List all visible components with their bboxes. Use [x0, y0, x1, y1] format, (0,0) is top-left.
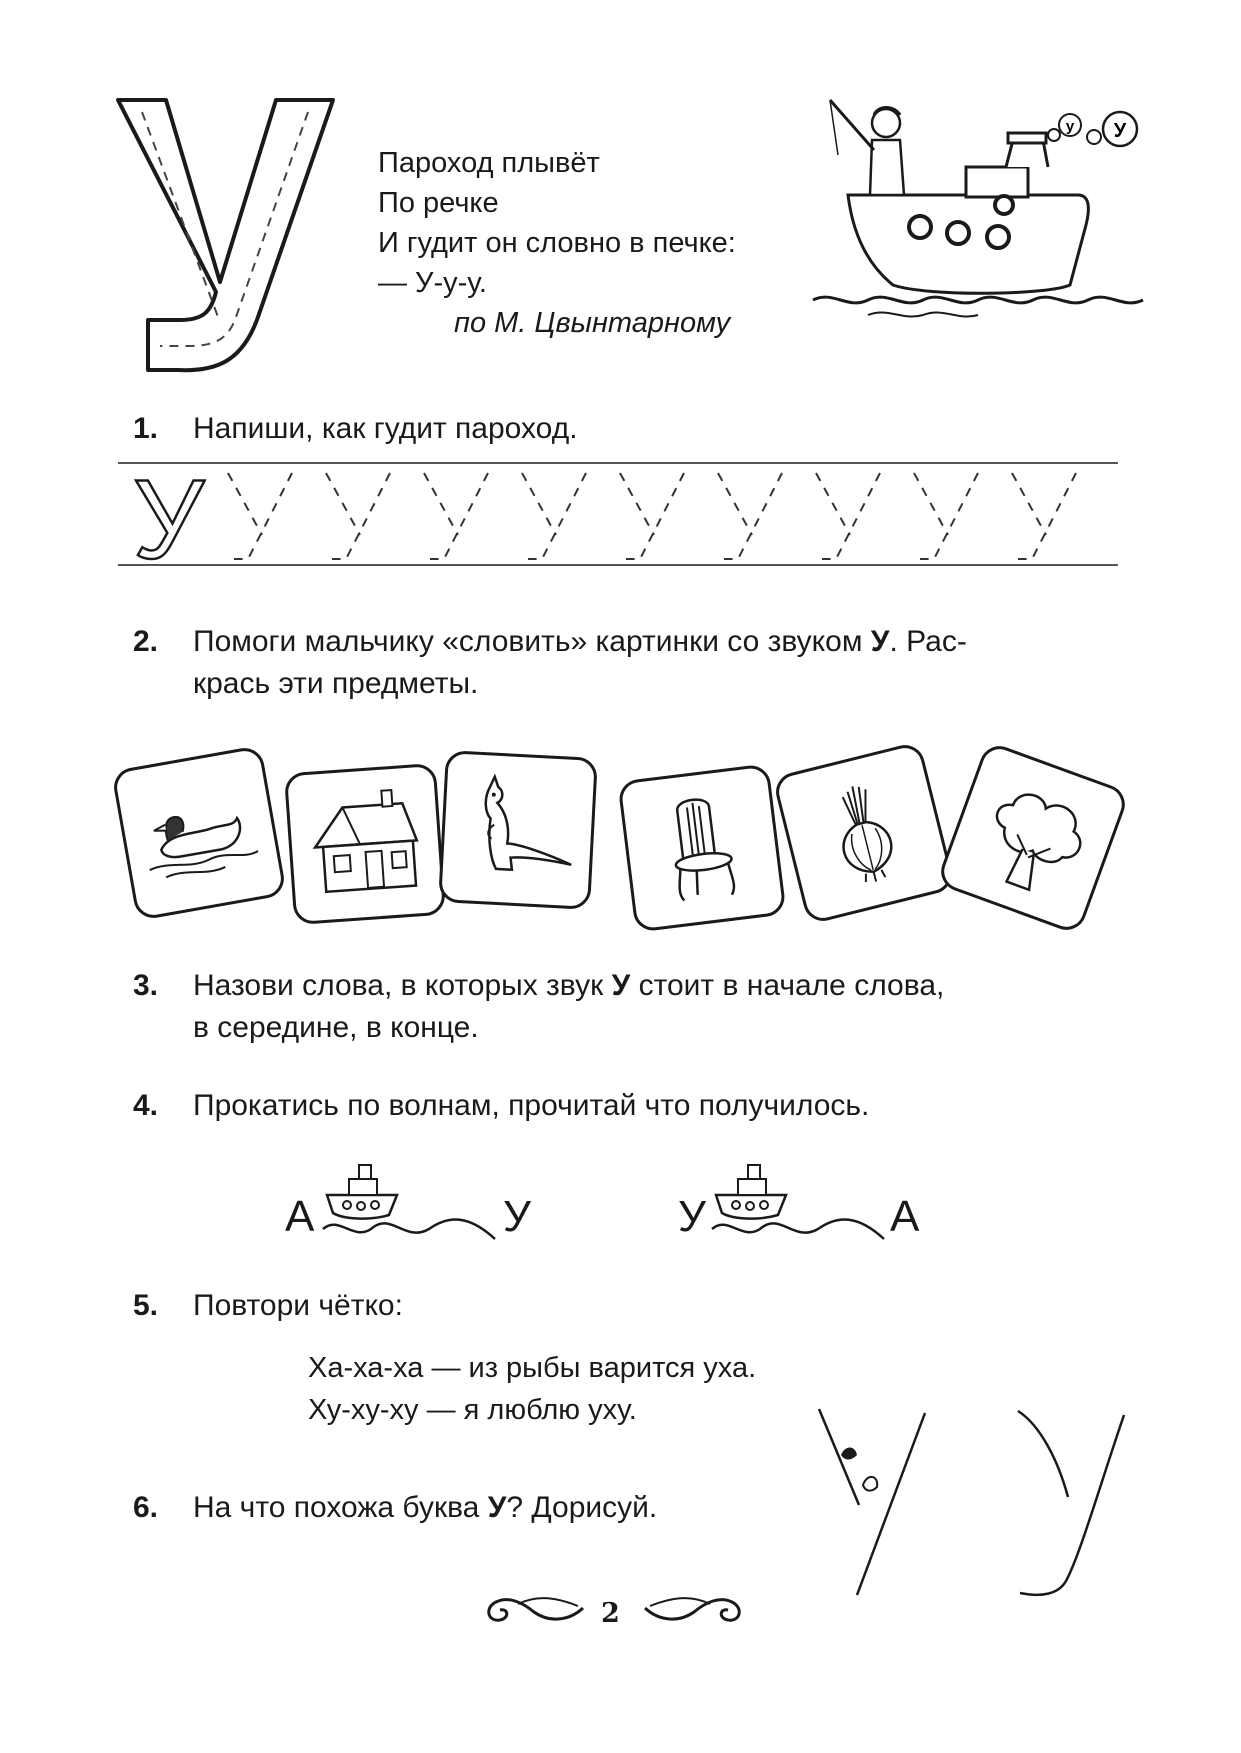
- tongue-twister-line: Ха-ха-ха — из рыбы варится уха.: [308, 1352, 757, 1384]
- task-text-line2: в середине, в конце.: [193, 1011, 479, 1044]
- task-text-end: . Рас-: [889, 625, 967, 658]
- dashed-letter-u[interactable]: [1012, 473, 1076, 559]
- task-bold-letter: У: [870, 625, 890, 658]
- card-onion[interactable]: [772, 741, 956, 925]
- task-text: Помоги мальчику «словить» картинки со звуком: [193, 625, 871, 658]
- wave-start-letter: У: [678, 1192, 706, 1241]
- dashed-letter-u[interactable]: [718, 473, 782, 559]
- wave-end-letter: У: [503, 1192, 531, 1241]
- poem-author: по М. Цвынтарному: [454, 307, 731, 339]
- letter-sketch-curve[interactable]: [1010, 1405, 1135, 1600]
- steamboat-illustration: [808, 95, 1148, 320]
- wave-reading-2: [678, 1155, 948, 1245]
- task-number: 4.: [133, 1089, 159, 1122]
- task-text-end: стоит в начале слова,: [630, 969, 945, 1002]
- footer-ornament-left: [478, 1588, 588, 1628]
- dashed-letters: [228, 473, 1076, 559]
- wave-end-letter: А: [890, 1192, 920, 1241]
- task-number: 5.: [133, 1289, 159, 1322]
- task-1: [133, 408, 578, 450]
- task-number: 6.: [133, 1491, 159, 1524]
- poem-line: И гудит он словно в печке:: [378, 227, 736, 259]
- dashed-letter-u[interactable]: [424, 473, 488, 559]
- task-number: 3.: [133, 969, 159, 1002]
- dashed-letter-u[interactable]: [326, 473, 390, 559]
- task-4: [133, 1085, 869, 1127]
- task-3: [133, 965, 944, 1049]
- task-6: [133, 1487, 657, 1529]
- task-text: Повтори чётко:: [193, 1289, 403, 1322]
- bubble-letter-big: У: [1113, 120, 1127, 142]
- wave-start-letter: А: [285, 1192, 315, 1241]
- card-house[interactable]: [284, 763, 446, 925]
- dashed-letter-u[interactable]: [816, 473, 880, 559]
- dashed-letter-u[interactable]: [522, 473, 586, 559]
- sample-letter: У: [133, 457, 205, 575]
- kangaroo-icon: [455, 767, 581, 893]
- task-text: Напиши, как гудит пароход.: [193, 412, 578, 445]
- tree-icon: [956, 761, 1110, 915]
- task-text: Назови слова, в которых звук: [193, 969, 612, 1002]
- footer-ornament-right: [640, 1588, 750, 1628]
- chair-icon: [635, 781, 769, 915]
- onion-icon: [791, 760, 936, 905]
- tongue-twister-line: Ху-ху-ху — я люблю уху.: [308, 1394, 637, 1426]
- small-boat-wave: [708, 1155, 893, 1245]
- small-boat-wave: [319, 1155, 504, 1245]
- task-text-line2: крась эти предметы.: [193, 667, 479, 700]
- task-5: [133, 1285, 403, 1327]
- task-2: [133, 621, 967, 705]
- card-kangaroo[interactable]: [438, 750, 598, 910]
- task-bold-letter: У: [611, 969, 631, 1002]
- letter-sketch-twig[interactable]: [815, 1405, 935, 1600]
- house-icon: [301, 780, 429, 908]
- page-number: 2: [601, 1598, 620, 1629]
- poem-line: Пароход плывёт: [378, 147, 600, 179]
- card-chair[interactable]: [617, 763, 786, 932]
- task-number: 1.: [133, 412, 159, 445]
- dashed-letter-u[interactable]: [620, 473, 684, 559]
- duck-icon: [129, 763, 268, 902]
- bubble-letter-small: у: [1065, 118, 1075, 135]
- card-duck[interactable]: [111, 745, 287, 921]
- poem-line: — У-у-у.: [378, 267, 487, 299]
- card-tree[interactable]: [936, 741, 1131, 936]
- task-bold-letter: У: [487, 1491, 507, 1524]
- big-letter-u-outline: [108, 92, 348, 377]
- task-text: Прокатись по волнам, прочитай что получилось.: [193, 1089, 870, 1122]
- poem-line: По речке: [378, 187, 499, 219]
- dashed-letter-u[interactable]: [228, 473, 292, 559]
- wave-reading-1: [285, 1155, 545, 1245]
- big-letter-text: У: [108, 92, 109, 93]
- task-text-end: ? Дорисуй.: [506, 1491, 658, 1524]
- tracing-lines[interactable]: [118, 455, 1118, 575]
- dashed-letter-u[interactable]: [914, 473, 978, 559]
- tongue-twister: [308, 1347, 756, 1431]
- task-number: 2.: [133, 625, 159, 658]
- poem: [378, 143, 736, 343]
- task-text: На что похожа буква: [193, 1491, 488, 1524]
